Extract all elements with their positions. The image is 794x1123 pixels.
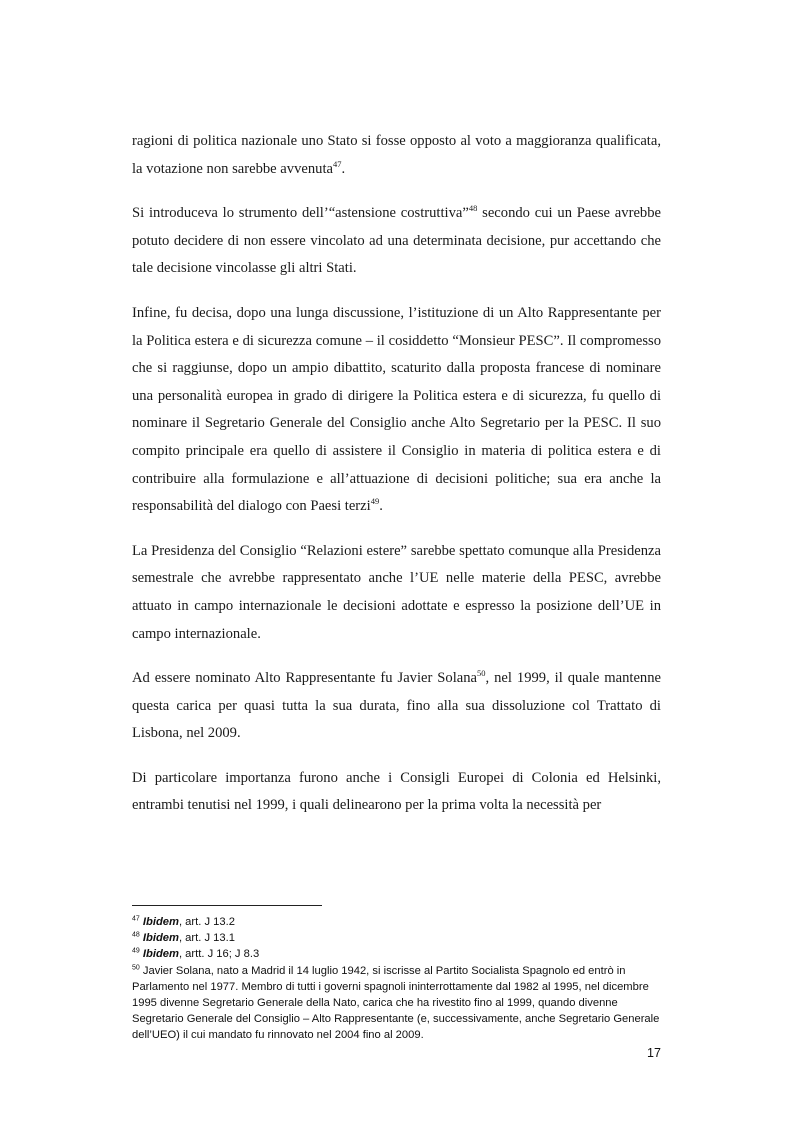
- paragraph-6: Di particolare importanza furono anche i Consigli Europei di Colonia ed Helsinki, entrambi tenutisi nel 1999, i quali delinearono per la prima volta la necessità per: [132, 769, 661, 814]
- footnote-ref-47[interactable]: 47: [333, 158, 342, 169]
- footnote-ref-48[interactable]: 48: [468, 203, 478, 214]
- paragraph-1: ragioni di politica nazionale uno Stato si fosse opposto al voto a maggioranza qualificata, la votazione non sarebbe avvenuta$^{47}$.: [132, 133, 661, 177]
- footnote-48: $^{48}$ Ibidem, art. J 13.1: [132, 931, 235, 945]
- footnotes: [132, 914, 661, 1044]
- paragraph-5: Ad essere nominato Alto Rappresentante fu Javier Solana$^{50}$, nel 1999, il quale mantenne questa carica per quasi tutta la sua durata, fino alla sua dissoluzione col Trattato di Lisbona, nel 2009.: [132, 668, 661, 742]
- footnote-ref-49[interactable]: 49: [370, 496, 380, 507]
- paragraph-3: Infine, fu decisa, dopo una lunga discussione, l’istituzione di un Alto Rappresentante per la Politica estera e di sicurezza comune – il cosiddetto “Monsieur PESC”. Il compromesso che si raggiunse, dopo un ampio dibattito, scaturito dalla proposta francese di nominare una personalità europea in grado di dirigere la Politica estera e di sicurezza, fu quello di nominare il Segretario Generale del Consiglio anche Alto Segretario per la PESC. Il suo compito principale era quello di assistere il Consiglio in materia di politica estera e di contribuire alla formulazione e all’attuazione di decisioni politiche; sua era anche la responsabilità del dialogo con Paesi terzi$^{49}$.: [132, 304, 661, 515]
- footnote-47: $^{47}$ Ibidem, art. J 13.2: [132, 915, 235, 928]
- body-text: [132, 128, 661, 837]
- footnote-ref-50[interactable]: 50: [477, 668, 486, 679]
- paragraph-2: Si introduceva lo strumento dell’“astensione costruttiva”$^{48}$ secondo cui un Paese avrebbe potuto decidere di non essere vincolato ad una determinata decisione, pur accettando che tale decisione vincolasse gli altri Stati.: [132, 203, 661, 277]
- footnote-49: $^{49}$ Ibidem, artt. J 16; J 8.3: [132, 947, 260, 961]
- paragraph-4: La Presidenza del Consiglio “Relazioni estere” sarebbe spettato comunque alla Presidenza semestrale che avrebbe rappresentato anche l’UE nelle materie della PESC, avrebbe attuato in campo internazionale le decisioni adottate e espresso la posizione dell’UE in campo internazionale.: [132, 542, 661, 642]
- footnote-divider: [132, 905, 322, 906]
- page-number: 17: [647, 1046, 661, 1060]
- footnote-50: $^{50}$ Javier Solana, nato a Madrid il 14 luglio 1942, si iscrisse al Partito Socialista Spagnolo ed entrò in Parlamento nel 1977. Membro di tutti i governi spagnoli ininterrottamente dal 1982 al 1995, nel dicembre 1995 divenne Segretario Generale della Nato, carica che ha rivestito fino al 1999, quando divenne Segretario Generale del Consiglio – Alto Rappresentante (e, successivamente, anche Segretario Generale dell’UEO) il cui mandato fu rinnovato nel 2004 fino al 2009.: [132, 963, 660, 1042]
